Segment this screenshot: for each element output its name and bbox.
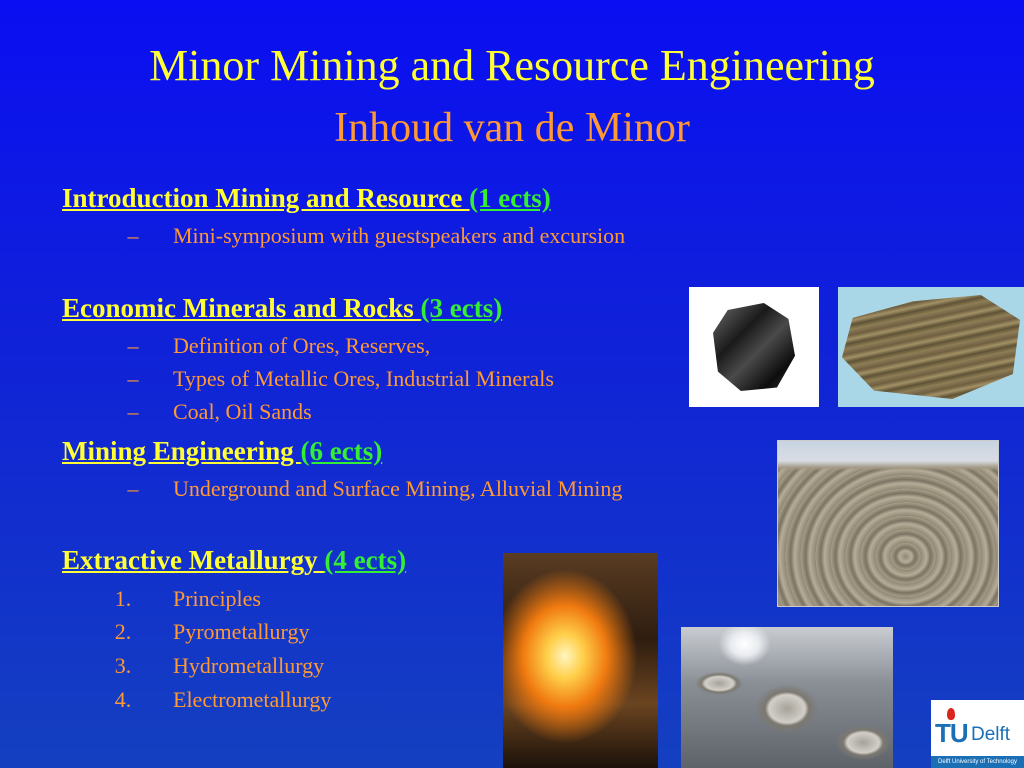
- list-item-marker: –: [127, 366, 139, 391]
- logo-mark: TU: [935, 718, 968, 748]
- section-heading-text: Introduction Mining and Resource: [62, 183, 470, 213]
- list-item-marker: 2.: [114, 619, 132, 644]
- list-item-marker: 1.: [114, 586, 132, 611]
- list-item-text: Hydrometallurgy: [173, 653, 325, 678]
- list-item-text: Types of Metallic Ores, Industrial Minerals: [173, 366, 554, 391]
- section-ects: (1 ects): [469, 183, 551, 213]
- open-pit-mine-photo: [777, 440, 999, 607]
- section-heading-mining-engineering: [62, 436, 382, 467]
- section-ects: (6 ects): [300, 436, 383, 466]
- section-heading-text: Mining Engineering: [62, 436, 301, 466]
- section-heading-text: Extractive Metallurgy: [62, 545, 325, 575]
- section-heading-introduction: [62, 183, 551, 214]
- tu-delft-logo: [931, 700, 1024, 768]
- section-ects: (4 ects): [324, 545, 407, 575]
- coal-photo: [689, 287, 819, 407]
- slide-subtitle: Inhoud van de Minor: [334, 105, 690, 151]
- list-item-marker: –: [127, 476, 139, 501]
- logo-tagline: Delft University of Technology: [931, 756, 1024, 768]
- list-item-marker: 4.: [114, 687, 132, 712]
- banded-rock-photo: [838, 287, 1024, 407]
- list-item-text: Definition of Ores, Reserves,: [173, 333, 431, 358]
- section-heading-extractive-metallurgy: [62, 545, 406, 576]
- list-item-text: Coal, Oil Sands: [173, 399, 312, 424]
- section-ects: (3 ects): [420, 293, 503, 323]
- list-item-marker: –: [127, 399, 139, 424]
- list-item-text: Pyrometallurgy: [173, 619, 310, 644]
- list-item-marker: –: [127, 223, 139, 248]
- furnace-pour-photo: [503, 553, 658, 768]
- list-item-marker: 3.: [114, 653, 132, 678]
- section-heading-text: Economic Minerals and Rocks: [62, 293, 421, 323]
- list-item-marker: –: [127, 333, 139, 358]
- coal-lump: [713, 303, 795, 391]
- list-item-text: Principles: [173, 586, 261, 611]
- logo-name: Delft: [971, 724, 1011, 745]
- list-item-text: Mini-symposium with guestspeakers and excursion: [173, 223, 626, 248]
- list-item-text: Electrometallurgy: [173, 687, 332, 712]
- rock-slab: [842, 295, 1020, 399]
- list-item-text: Underground and Surface Mining, Alluvial Mining: [173, 476, 623, 501]
- processing-plant-photo: [681, 627, 893, 768]
- section-heading-economic-minerals: [62, 293, 502, 324]
- slide-title: Minor Mining and Resource Engineering: [149, 41, 875, 90]
